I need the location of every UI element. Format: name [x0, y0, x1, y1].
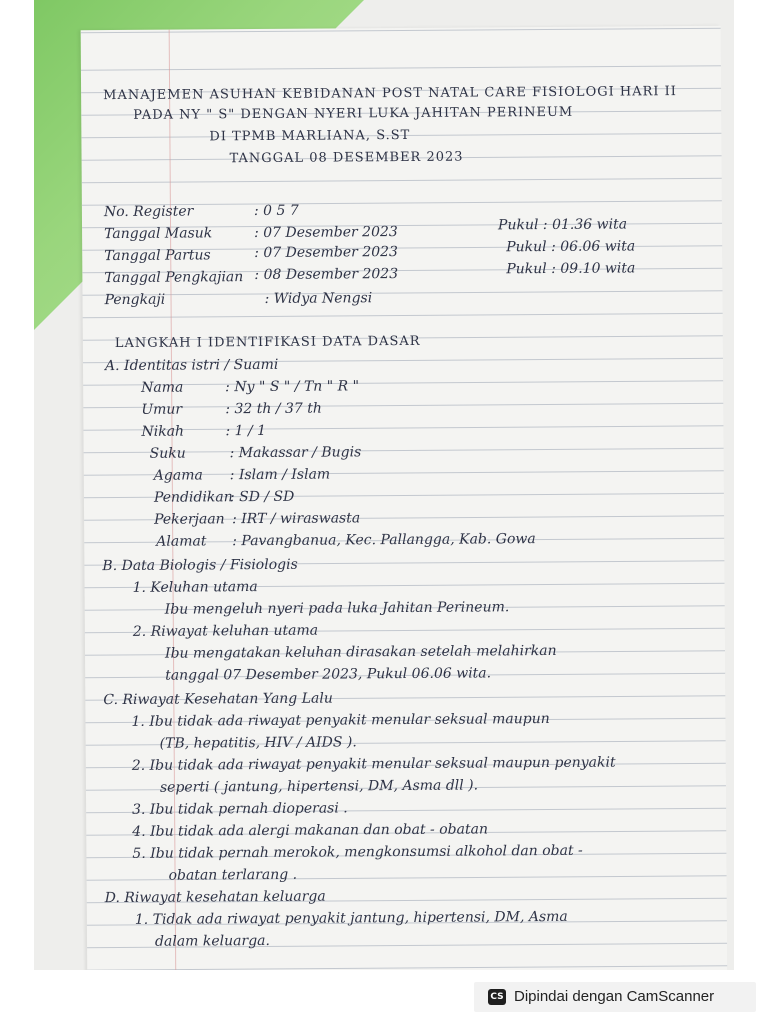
- riwayat-keluhan-title: 2. Riwayat keluhan utama: [132, 622, 319, 640]
- identity-value: : Pavangbanua, Kec. Pallangga, Kab. Gowa: [232, 531, 536, 550]
- identity-value: : Ny " S " / Tn " R ": [225, 378, 360, 396]
- tanggal-masuk-label: Tanggal Masuk: [104, 225, 213, 243]
- title-line-4: TANGGAL 08 DESEMBER 2023: [229, 149, 464, 167]
- identity-value: : IRT / wiraswasta: [232, 510, 361, 528]
- riwayat-lalu-line: 5. Ibu tidak pernah merokok, mengkonsumsi alkohol dan obat -: [132, 842, 583, 862]
- tanggal-masuk-value: : 07 Desember 2023: [254, 224, 398, 242]
- title-line-3: DI TPMB MARLIANA, S.ST: [209, 127, 411, 145]
- riwayat-keluhan-text: tanggal 07 Desember 2023, Pukul 06.06 wita.: [165, 665, 492, 684]
- riwayat-keluarga-line: 1. Tidak ada riwayat penyakit jantung, hipertensi, DM, Asma: [134, 908, 568, 928]
- riwayat-lalu-line: 1. Ibu tidak ada riwayat penyakit menular seksual maupun: [131, 710, 550, 730]
- riwayat-lalu-line: 4. Ibu tidak ada alergi makanan dan obat - obatan: [132, 821, 488, 840]
- keluhan-utama-text: Ibu mengeluh nyeri pada luka Jahitan Perineum.: [164, 599, 510, 618]
- tanggal-pengkajian-time: Pukul : 09.10 wita: [506, 260, 636, 278]
- identity-label: Alamat: [156, 533, 207, 550]
- riwayat-lalu-line: 2. Ibu tidak ada riwayat penyakit menular seksual maupun penyakit: [131, 754, 616, 774]
- scanned-photo: [34, 0, 734, 970]
- langkah-heading: LANGKAH I IDENTIFIKASI DATA DASAR: [114, 333, 421, 352]
- identity-label: Pekerjaan: [154, 511, 225, 528]
- identity-label: Suku: [149, 445, 186, 462]
- camscanner-watermark: [474, 982, 756, 1012]
- identity-value: : Islam / Islam: [229, 466, 331, 484]
- tanggal-partus-label: Tanggal Partus: [104, 247, 211, 265]
- notebook-page: [81, 26, 728, 970]
- riwayat-keluarga-line: dalam keluarga.: [154, 932, 270, 950]
- identity-value: : SD / SD: [229, 488, 295, 506]
- tanggal-partus-value: : 07 Desember 2023: [254, 244, 398, 262]
- identity-label: Nikah: [141, 423, 185, 440]
- tanggal-pengkajian-label: Tanggal Pengkajian: [104, 269, 244, 287]
- title-line-2: PADA NY " S" DENGAN NYERI LUKA JAHITAN PERINEUM: [133, 104, 574, 123]
- section-c-heading: C. Riwayat Kesehatan Yang Lalu: [103, 690, 333, 709]
- register-label: No. Register: [103, 203, 194, 221]
- title-line-1: MANAJEMEN ASUHAN KEBIDANAN POST NATAL CARE FISIOLOGI HARI II: [103, 84, 677, 104]
- identity-label: Pendidikan: [153, 489, 233, 506]
- riwayat-lalu-line: (TB, hepatitis, HIV / AIDS ).: [159, 734, 357, 752]
- identity-value: : 32 th / 37 th: [225, 400, 322, 418]
- camscanner-icon: CS: [488, 989, 506, 1005]
- identity-value: : Makassar / Bugis: [229, 444, 362, 462]
- tanggal-partus-time: Pukul : 06.06 wita: [506, 238, 636, 256]
- pengkaji-label: Pengkaji: [104, 291, 166, 309]
- identity-label: Agama: [153, 467, 203, 484]
- register-value: : 0 5 7: [253, 202, 299, 220]
- riwayat-lalu-line: obatan terlarang .: [168, 866, 298, 884]
- tanggal-masuk-time: Pukul : 01.36 wita: [497, 216, 628, 234]
- pengkaji-value: : Widya Nengsi: [264, 290, 373, 307]
- section-a-heading: A. Identitas istri / Suami: [104, 356, 279, 375]
- tanggal-pengkajian-value: : 08 Desember 2023: [254, 266, 399, 284]
- riwayat-lalu-line: seperti ( jantung, hipertensi, DM, Asma dll ).: [159, 777, 479, 796]
- camscanner-text: Dipindai dengan CamScanner: [514, 988, 715, 1005]
- identity-label: Nama: [141, 379, 184, 396]
- keluhan-utama-title: 1. Keluhan utama: [132, 579, 258, 596]
- riwayat-keluhan-text: Ibu mengatakan keluhan dirasakan setelah melahirkan: [164, 642, 557, 662]
- riwayat-lalu-line: 3. Ibu tidak pernah dioperasi .: [132, 800, 348, 818]
- identity-value: : 1 / 1: [225, 422, 267, 440]
- section-d-heading: D. Riwayat kesehatan keluarga: [104, 888, 326, 907]
- identity-label: Umur: [141, 401, 183, 418]
- section-b-heading: B. Data Biologis / Fisiologis: [102, 556, 298, 575]
